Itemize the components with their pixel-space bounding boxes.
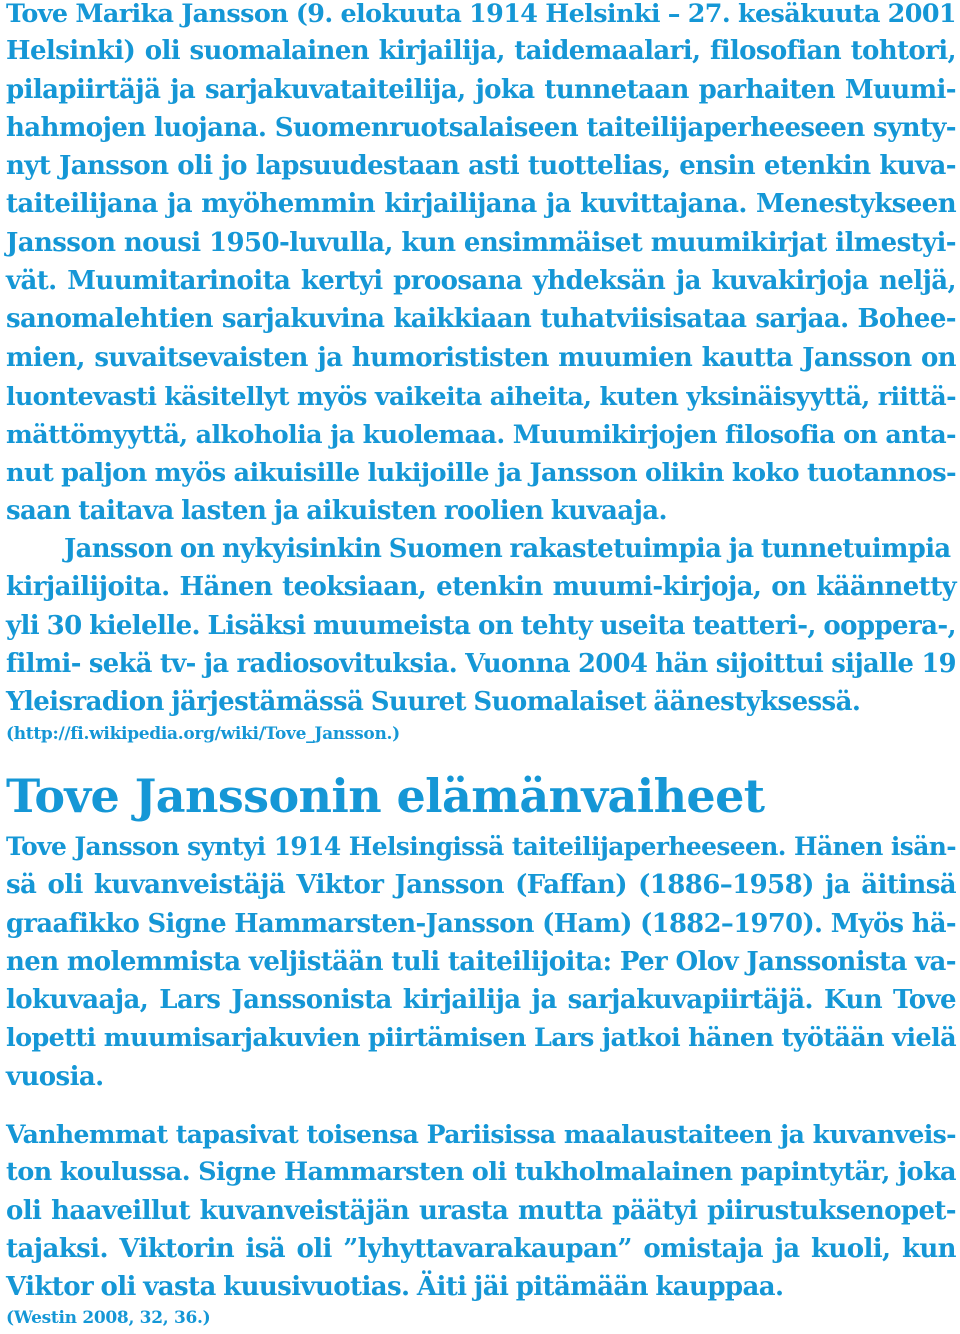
text-line: sä oli kuvanveistäjä Viktor Jansson (Faffan) (1886–1958) ja äitinsä [6, 870, 956, 901]
text-line: lopetti muumisarjakuvien piirtämisen Lars jatkoi hänen työtään vielä [6, 1023, 956, 1054]
text-line: Yleisradion järjestämässä Suuret Suomalaiset äänestyksessä. [6, 687, 861, 718]
text-line: saan taitava lasten ja aikuisten roolien kuvaaja. [6, 495, 667, 526]
text-line: oli haaveillut kuvanveistäjän urasta mutta päätyi piirustuksenopet- [6, 1195, 956, 1226]
text-line: graafikko Signe Hammarsten-Jansson (Ham) (1882–1970). Myös hä- [6, 908, 956, 939]
text-line: yli 30 kielelle. Lisäksi muumeista on tehty useita teatteri-, ooppera-, [6, 610, 956, 641]
text-line: tajaksi. Viktorin isä oli ”lyhyttavarakaupan” omistaja ja kuoli, kun [6, 1233, 956, 1264]
text-line: nen molemmista veljistään tuli taiteilijoita: Per Olov Janssonista va- [6, 946, 956, 977]
text-line: Viktor oli vasta kuusivuotias. Äiti jäi pitämään kauppaa. [6, 1272, 784, 1303]
text-line: nut paljon myös aikuisille lukijoille ja Jansson olikin koko tuotannos- [6, 457, 956, 488]
text-line: Helsinki) oli suomalainen kirjailija, taidemaalari, filosofian tohtori, [6, 36, 956, 67]
text-line: mien, suvaitsevaisten ja humorististen muumien kautta Jansson on [6, 342, 956, 373]
text-line: filmi- sekä tv- ja radiosovituksia. Vuonna 2004 hän sijoittui sijalle 19 [6, 649, 956, 680]
text-line: sanomalehtien sarjakuvina kaikkiaan tuhatviisisataa sarjaa. Bohee- [6, 304, 956, 335]
text-line: pilapiirtäjä ja sarjakuvataiteilija, joka tunnetaan parhaiten Muumi- [6, 74, 956, 105]
parents-paragraph [6, 1115, 956, 1330]
text-line: Jansson nousi 1950-luvulla, kun ensimmäiset muumikirjat ilmestyi- [6, 227, 956, 258]
text-line: Vanhemmat tapasivat toisensa Pariisissa maalaustaiteen ja kuvanveis- [6, 1119, 956, 1149]
text-line: mättömyyttä, alkoholia ja kuolemaa. Muumikirjojen filosofia on anta- [6, 419, 956, 450]
text-line: vuosia. [6, 1061, 104, 1092]
source-citation: (Westin 2008, 32, 36.) [6, 1308, 211, 1329]
text-line: taiteilijana ja myöhemmin kirjailijana ja kuvittajana. Menestykseen [6, 189, 956, 220]
text-line: kirjailijoita. Hänen teoksiaan, etenkin muumi-kirjoja, on käännetty [6, 572, 956, 603]
text-line: hahmojen luojana. Suomenruotsalaiseen taiteilijaperheeseen synty- [6, 112, 956, 143]
text-line: Tove Jansson syntyi 1914 Helsingissä taiteilijaperheeseen. Hänen isän- [6, 832, 956, 861]
text-line: ton koulussa. Signe Hammarsten oli tukholmalainen papintytär, joka [6, 1157, 956, 1188]
source-citation: (http://fi.wikipedia.org/wiki/Tove_Jansson.) [6, 723, 400, 744]
section-heading: Tove Janssonin elämänvaiheet [6, 769, 765, 823]
text-line: nyt Jansson oli jo lapsuudestaan asti tuottelias, ensin etenkin kuva- [6, 151, 956, 182]
text-line: vät. Muumitarinoita kertyi proosana yhdeksän ja kuvakirjoja neljä, [6, 266, 956, 297]
text-line: lokuvaaja, Lars Janssonista kirjailija ja sarjakuvapiirtäjä. Kun Tove [6, 985, 956, 1016]
biography-text [6, 0, 956, 746]
life-stages-section [6, 752, 956, 1096]
text-line: Jansson on nykyisinkin Suomen rakastetuimpia ja tunnetuimpia [64, 534, 951, 565]
text-line: Tove Marika Jansson (9. elokuuta 1914 Helsinki – 27. kesäkuuta 2001 [6, 0, 956, 28]
text-line: luontevasti käsitellyt myös vaikeita aiheita, kuten yksinäisyyttä, riittä- [6, 380, 956, 411]
